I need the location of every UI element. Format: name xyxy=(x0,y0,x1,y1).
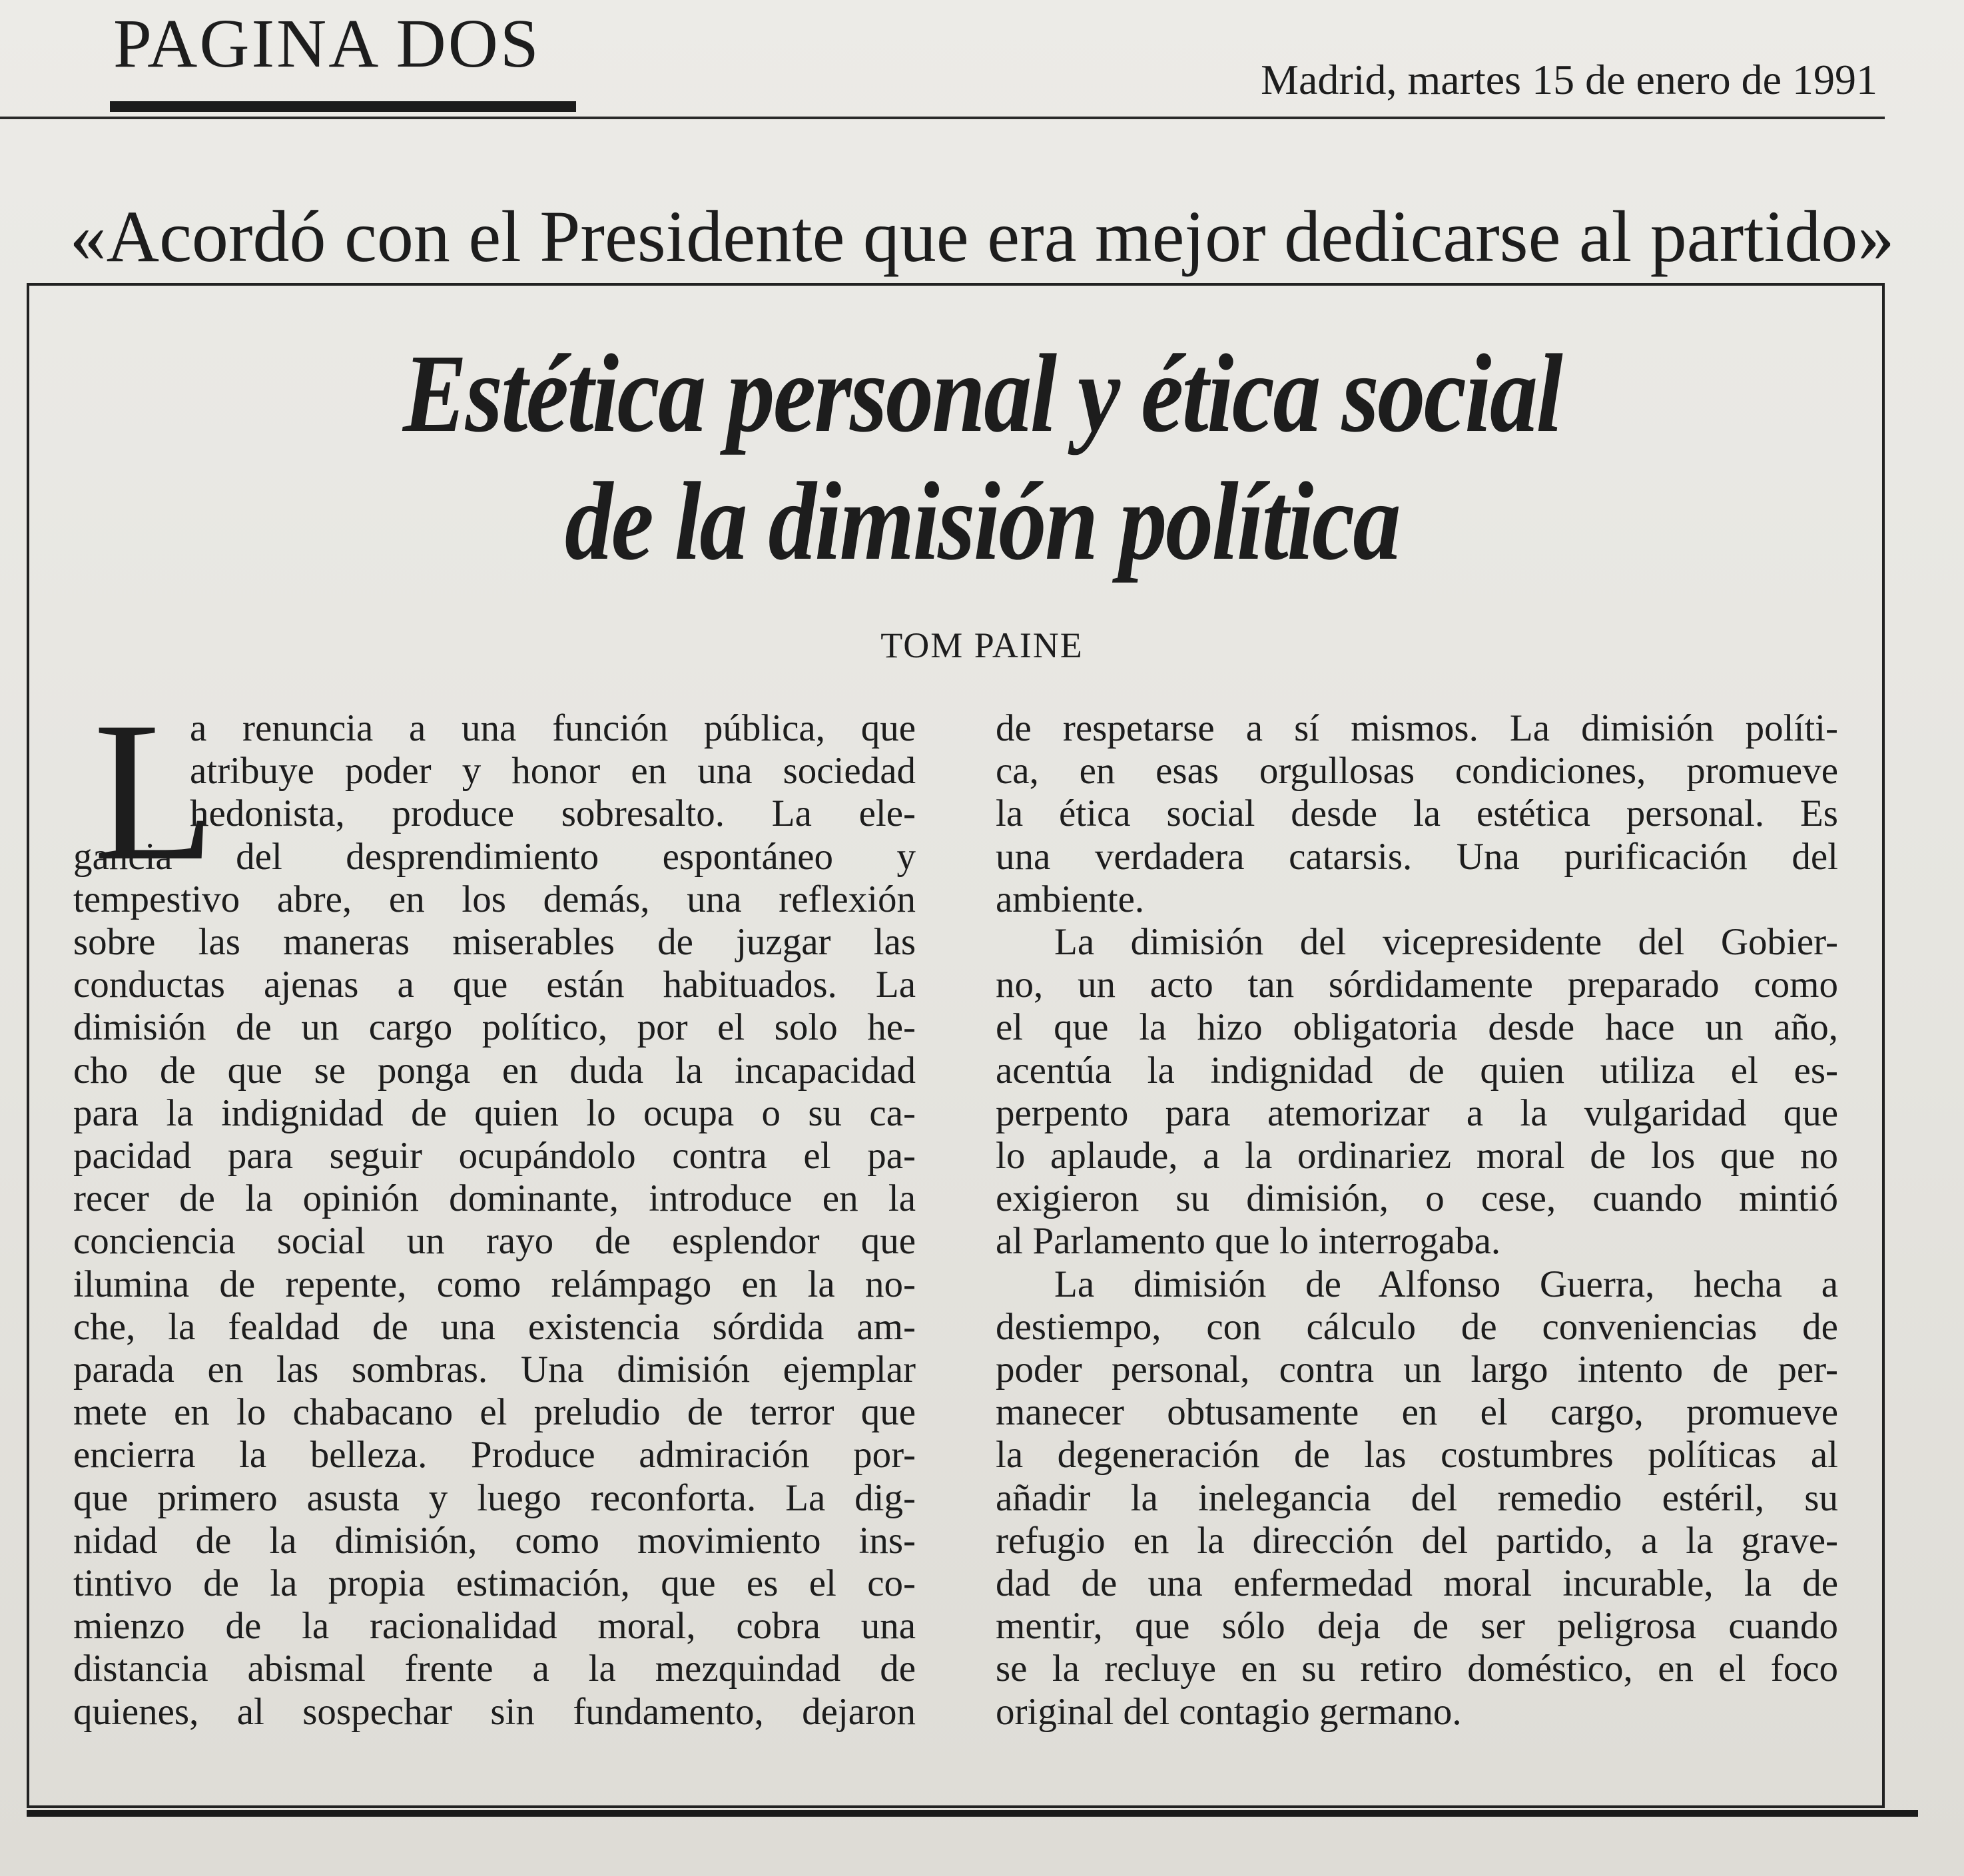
section-label: PAGINA DOS xyxy=(113,5,541,82)
text-line: acentúa la indignidad de quien utiliza el es- xyxy=(996,1049,1838,1092)
text-line: conciencia social un rayo de esplendor que xyxy=(73,1220,916,1263)
text-line: hedonista, produce sobresalto. La ele- xyxy=(190,792,916,835)
header-rule xyxy=(0,117,1885,119)
text-line: gancia del desprendimiento espontáneo y xyxy=(73,835,916,878)
text-line: perpento para atemorizar a la vulgaridad que xyxy=(996,1092,1838,1134)
text-line: sobre las maneras miserables de juzgar las xyxy=(73,921,916,964)
text-line: a renuncia a una función pública, que xyxy=(190,707,916,749)
text-line: ambiente. xyxy=(996,878,1145,920)
text-line: nidad de la dimisión, como movimiento ins- xyxy=(73,1519,916,1562)
dateline: Madrid, martes 15 de enero de 1991 xyxy=(1261,56,1877,103)
text-line: añadir la inelegancia del remedio estéril, su xyxy=(996,1476,1838,1519)
drop-cap: L xyxy=(93,681,216,902)
text-line: conductas ajenas a que están habituados. La xyxy=(73,964,916,1006)
text-line: distancia abismal frente a la mezquindad de xyxy=(73,1648,916,1690)
text-line: tintivo de la propia estimación, que es el co- xyxy=(73,1562,916,1605)
section-bar xyxy=(110,101,576,112)
text-line: tempestivo abre, en los demás, una reflexión xyxy=(73,878,916,920)
text-line: pacidad para seguir ocupándolo contra el pa- xyxy=(73,1135,916,1177)
text-line: no, un acto tan sórdidamente preparado como xyxy=(996,964,1838,1006)
text-line: dad de una enfermedad moral incurable, la de xyxy=(996,1562,1838,1605)
text-line: exigieron su dimisión, o cese, cuando mintió xyxy=(996,1177,1838,1220)
text-line: para la indignidad de quien lo ocupa o su ca- xyxy=(73,1092,916,1134)
text-line: recer de la opinión dominante, introduce en la xyxy=(73,1177,916,1220)
text-line: refugio en la dirección del partido, a la grave- xyxy=(996,1519,1838,1562)
text-line: parada en las sombras. Una dimisión ejemplar xyxy=(73,1349,916,1391)
text-line: cho de que se ponga en duda la incapacidad xyxy=(73,1049,916,1092)
text-line: el que la hizo obligatoria desde hace un año, xyxy=(996,1006,1838,1049)
article-column-left xyxy=(73,681,916,1733)
text-line: che, la fealdad de una existencia sórdida am- xyxy=(73,1305,916,1348)
text-line: La dimisión del vicepresidente del Gobier- xyxy=(1054,921,1838,964)
text-line: la ética social desde la estética personal. Es xyxy=(996,792,1838,835)
text-line: lo aplaude, a la ordinariez moral de los que no xyxy=(996,1135,1838,1177)
text-line: destiempo, con cálculo de conveniencias de xyxy=(996,1305,1838,1348)
text-line: al Parlamento que lo interrogaba. xyxy=(996,1220,1501,1263)
text-line: original del contagio germano. xyxy=(996,1690,1462,1733)
text-line: una verdadera catarsis. Una purificación del xyxy=(996,835,1838,878)
text-line: manecer obtusamente en el cargo, promueve xyxy=(996,1391,1838,1434)
quote-headline: «Acordó con el Presidente que era mejor dedicarse al partido» xyxy=(69,196,1895,277)
article-title-line: de la dimisión política xyxy=(564,460,1400,583)
text-line: ilumina de repente, como relámpago en la no- xyxy=(73,1263,916,1305)
text-line: quienes, al sospechar sin fundamento, dejaron xyxy=(73,1690,916,1733)
text-line: mete en lo chabacano el preludio de terror que xyxy=(73,1391,916,1434)
text-line: poder personal, contra un largo intento de per- xyxy=(996,1349,1838,1391)
text-line: dimisión de un cargo político, por el solo he- xyxy=(73,1006,916,1049)
article-column-right xyxy=(996,707,1838,1733)
article-title-line: Estética personal y ética social xyxy=(402,332,1562,456)
text-line: encierra la belleza. Produce admiración por- xyxy=(73,1434,916,1476)
text-line: La dimisión de Alfonso Guerra, hecha a xyxy=(1054,1263,1838,1305)
text-line: la degeneración de las costumbres políticas al xyxy=(996,1434,1838,1476)
text-line: se la recluye en su retiro doméstico, en el foco xyxy=(996,1648,1838,1690)
byline: TOM PAINE xyxy=(880,625,1084,665)
text-line: que primero asusta y luego reconforta. La dig- xyxy=(73,1476,916,1519)
text-line: de respetarse a sí mismos. La dimisión políti- xyxy=(996,707,1838,749)
text-line: mentir, que sólo deja de ser peligrosa cuando xyxy=(996,1605,1838,1648)
text-line: atribuye poder y honor en una sociedad xyxy=(190,750,916,792)
text-line: mienzo de la racionalidad moral, cobra una xyxy=(73,1605,916,1648)
article-title xyxy=(137,330,1826,585)
bottom-rule xyxy=(27,1810,1918,1817)
text-line: ca, en esas orgullosas condiciones, promueve xyxy=(996,750,1838,792)
